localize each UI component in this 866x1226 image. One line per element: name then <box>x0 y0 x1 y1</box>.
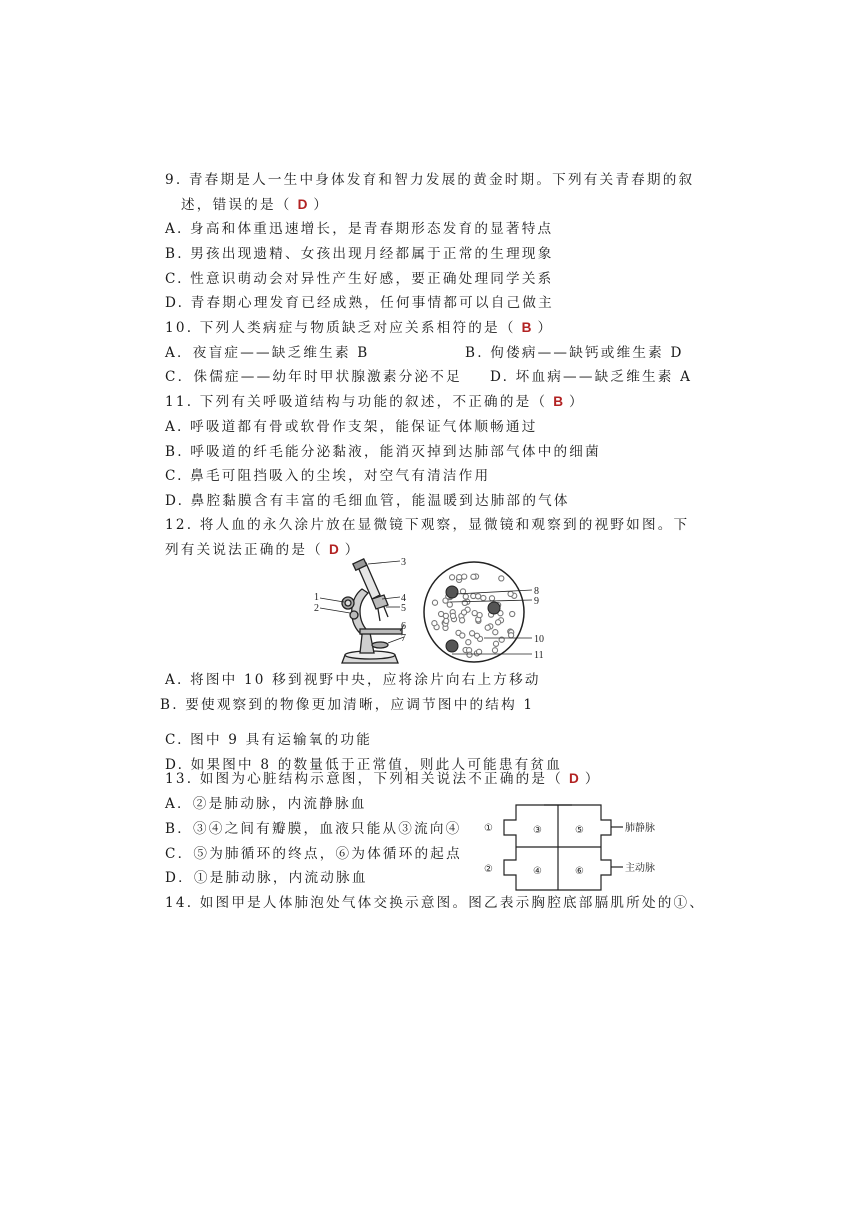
microscope-drawing <box>320 559 404 663</box>
red-blood-cell <box>508 591 513 596</box>
heart-label-aorta: 主动脉 <box>625 863 655 874</box>
heart-outline <box>504 805 623 890</box>
microscope-label-2: 2 <box>314 603 319 614</box>
red-blood-cell <box>481 595 486 600</box>
heart-label-pulmonary-vein: 肺静脉 <box>625 823 655 834</box>
q12-answer: D <box>328 542 339 557</box>
red-blood-cell <box>432 621 437 626</box>
heart-label-4: ④ <box>533 866 542 877</box>
microscope-figure <box>300 555 425 670</box>
q9-stem-line2 <box>181 196 329 214</box>
heart-label-5: ⑤ <box>575 825 584 836</box>
red-blood-cell <box>447 602 452 607</box>
red-blood-cell <box>476 594 481 599</box>
red-blood-cell <box>489 596 494 601</box>
q13-option-a: A．②是肺动脉，内流静脉血 <box>165 796 367 812</box>
q11-option-a: A. 呼吸道都有骨或软骨作支架，能保证气体顺畅通过 <box>165 419 538 435</box>
red-blood-cell <box>462 574 467 579</box>
red-blood-cell <box>485 625 490 630</box>
white-blood-cell <box>488 602 500 614</box>
q9-stem-close: ） <box>313 197 330 213</box>
red-blood-cell <box>463 594 468 599</box>
smear-label-8: 8 <box>534 586 539 597</box>
q9-option-d: D. 青春期心理发育已经成熟，任何事情都可以自己做主 <box>165 295 554 311</box>
heart-label-3: ③ <box>533 825 542 836</box>
q14-stem-line1: 14. 如图甲是人体肺泡处气体交换示意图。图乙表示胸腔底部膈肌所处的①、 <box>165 895 706 911</box>
red-blood-cell <box>460 633 465 638</box>
q10-stem-text: 10. 下列人类病症与物质缺乏对应关系相符的是（ <box>165 320 516 336</box>
q10-option-d: D. 坏血病——缺乏维生素 A <box>490 369 693 385</box>
q9-option-c: C. 性意识萌动会对异性产生好感，要正确处理同学关系 <box>165 271 554 287</box>
q13-answer: D <box>569 771 579 786</box>
q11-option-b: B. 呼吸道的纤毛能分泌黏液，能消灭掉到达肺部气体中的细菌 <box>165 444 601 460</box>
q10-option-a: A．夜盲症——缺乏维生素 B <box>165 345 370 361</box>
q13-stem-close: ） <box>584 771 601 787</box>
red-blood-cell <box>472 611 477 616</box>
q11-answer: B <box>553 394 564 409</box>
q12-stem-close: ） <box>344 542 361 558</box>
red-blood-cell <box>470 631 475 636</box>
q13-option-c: C．⑤为肺循环的终点，⑥为体循环的起点 <box>165 846 462 862</box>
q13-stem <box>165 770 601 788</box>
microscope-label-3: 3 <box>401 557 406 568</box>
red-blood-cell <box>462 600 467 605</box>
blood-smear-figure <box>422 560 552 665</box>
red-blood-cell <box>471 574 476 579</box>
q9-option-a: A. 身高和体重迅速增长，是青春期形态发育的显著特点 <box>165 221 554 237</box>
microscope-label-6: 6 <box>401 621 406 632</box>
red-blood-cell <box>510 611 515 616</box>
red-blood-cell <box>509 633 514 638</box>
white-blood-cell <box>446 586 458 598</box>
red-blood-cell <box>444 618 449 623</box>
heart-label-2: ② <box>484 864 493 875</box>
q9-answer: D <box>297 197 308 212</box>
q10-stem <box>165 319 553 337</box>
q12-option-d: D. 如果图中 8 的数量低于正常值，则此人可能患有贫血 <box>165 757 563 773</box>
red-blood-cell <box>457 575 462 580</box>
red-blood-cell <box>466 640 471 645</box>
microscope-label-5: 5 <box>401 603 406 614</box>
red-blood-cell <box>432 600 437 605</box>
red-blood-cell <box>474 633 479 638</box>
heart-label-1: ① <box>484 823 493 834</box>
q9-stem-line2-text: 述，错误的是（ <box>181 197 292 213</box>
red-blood-cell <box>492 648 497 653</box>
red-blood-cell <box>461 610 466 615</box>
red-blood-cell <box>460 618 465 623</box>
white-blood-cell <box>446 640 458 652</box>
q13-option-b: B．③④之间有瓣膜，血液只能从③流向④ <box>165 821 462 837</box>
q12-option-a: A. 将图中 10 移到视野中央，应将涂片向右上方移动 <box>165 672 541 688</box>
microscope-label-4: 4 <box>401 593 406 604</box>
q11-stem-text: 11. 下列有关呼吸道结构与功能的叙述，不正确的是（ <box>165 394 548 410</box>
heart-diagram <box>478 800 683 895</box>
q13-stem-text: 13. 如图为心脏结构示意图，下列相关说法不正确的是（ <box>165 771 563 787</box>
smear-label-10: 10 <box>534 634 544 645</box>
q10-answer: B <box>521 320 532 335</box>
red-blood-cell <box>450 613 455 618</box>
q9-option-b: B. 男孩出现遗精、女孩出现月经都属于正常的生理现象 <box>165 246 554 262</box>
red-blood-cell <box>443 613 448 618</box>
red-blood-cell <box>450 575 455 580</box>
q13-option-d: D．①是肺动脉，内流动脉血 <box>165 870 368 886</box>
red-blood-cell <box>499 576 504 581</box>
red-blood-cell <box>467 652 472 657</box>
red-blood-cell <box>493 630 498 635</box>
red-blood-cell <box>496 620 501 625</box>
red-blood-cell <box>493 641 498 646</box>
smear-label-11: 11 <box>534 650 544 661</box>
microscope-label-1: 1 <box>314 592 319 603</box>
q12-stem-line2-text: 列有关说法正确的是（ <box>165 542 323 558</box>
q11-option-d: D. 鼻腔黏膜含有丰富的毛细血管，能温暖到达肺部的气体 <box>165 493 570 509</box>
q10-option-c: C．侏儒症——幼年时甲状腺激素分泌不足 <box>165 369 462 385</box>
microscope-label-7: 7 <box>401 633 406 644</box>
q11-stem-close: ） <box>569 394 585 410</box>
q10-option-b: B. 佝偻病——缺钙或维生素 D <box>465 345 684 361</box>
q12-option-c: C. 图中 9 具有运输氧的功能 <box>165 732 372 748</box>
q11-option-c: C. 鼻毛可阻挡吸入的尘埃，对空气有清洁作用 <box>165 468 491 484</box>
q12-stem-line1: 12. 将人血的永久涂片放在显微镜下观察，显微镜和观察到的视野如图。下 <box>165 517 690 533</box>
heart-label-6: ⑥ <box>575 866 584 877</box>
q12-option-b: B. 要使观察到的物像更加清晰，应调节图中的结构 1 <box>160 697 535 713</box>
q11-stem <box>165 393 585 411</box>
smear-label-9: 9 <box>534 596 539 607</box>
q10-stem-close: ） <box>537 320 554 336</box>
q9-stem-line1: 9. 青春期是人一生中身体发育和智力发展的黄金时期。下列有关青春期的叙 <box>165 172 695 188</box>
